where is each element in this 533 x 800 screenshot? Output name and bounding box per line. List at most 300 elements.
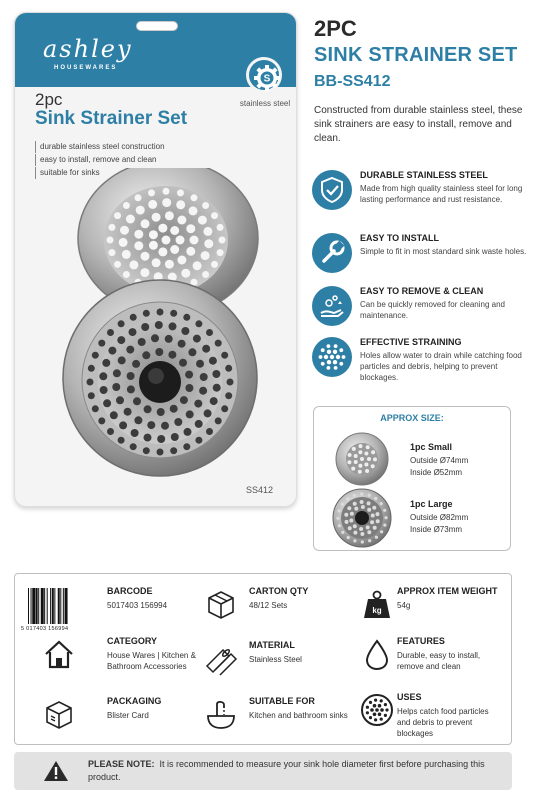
dot — [334, 366, 338, 370]
brand-subtitle: HOUSEWARES — [54, 65, 118, 71]
strainer-hole — [358, 450, 362, 454]
strainer-hole — [353, 494, 356, 497]
feature-title: EASY TO INSTALL — [360, 233, 440, 243]
strainer-hole — [344, 513, 348, 517]
size-name: 1pc Large — [410, 499, 453, 509]
dot — [380, 718, 383, 721]
strainer-hole — [148, 200, 157, 209]
strainer-hole — [174, 418, 182, 426]
strainer-hole — [185, 371, 193, 379]
strainer-hole — [114, 212, 121, 219]
dot — [321, 362, 325, 366]
note-text — [88, 758, 498, 784]
spec-label: PACKAGING — [107, 696, 162, 706]
strainer-hole — [132, 360, 140, 368]
strainer-hole — [366, 445, 370, 449]
strainer-hole — [219, 237, 226, 244]
strainer-hole — [103, 399, 111, 407]
dot — [378, 704, 382, 708]
strainer-hole — [161, 422, 169, 430]
weight-icon-text: kg — [372, 606, 382, 615]
strainer-hole — [165, 260, 174, 269]
strainer-hole — [375, 536, 378, 539]
strainer-hole — [134, 230, 143, 239]
note-body: It is recommended to measure your sink hole diameter first before purchasing this product. — [88, 759, 485, 782]
strainer-hole — [186, 410, 194, 418]
strainer-hole — [225, 365, 232, 372]
strainer-hole — [383, 524, 386, 527]
strainer-hole — [176, 236, 185, 245]
dot — [327, 366, 331, 370]
brand-logo: ashley — [43, 35, 133, 63]
strainer-hole — [353, 531, 357, 535]
header-pieces: 2PC — [314, 16, 357, 41]
strainers-image — [60, 168, 260, 478]
sink-icon — [203, 696, 239, 732]
strainer-hole — [87, 379, 94, 386]
barcode-bar — [63, 588, 64, 624]
barcode-bar — [54, 588, 55, 624]
dot — [375, 708, 379, 712]
spec-value: Kitchen and bathroom sinks — [249, 711, 348, 720]
barcode-bar — [28, 588, 29, 624]
svg-text:S: S — [263, 73, 271, 85]
strainer-hole — [190, 236, 199, 245]
dot — [336, 355, 340, 359]
barcode-bar — [50, 588, 51, 624]
strainer-hole — [367, 508, 371, 512]
card-feature-item: easy to install, remove and clean — [35, 154, 165, 166]
strainer-hole — [141, 252, 150, 261]
strainer-hole — [155, 348, 163, 356]
strainer-hole — [158, 224, 167, 233]
strainer-hole — [338, 524, 341, 527]
strainer-hole — [200, 373, 208, 381]
product-code: BB-SS412 — [314, 73, 391, 90]
barcode-bar — [60, 588, 61, 624]
strainer-hole — [113, 369, 121, 377]
strainer-hole — [191, 194, 198, 201]
strainer-hole — [221, 352, 228, 359]
strainer-hole — [186, 224, 195, 233]
strainer-hole — [380, 502, 383, 505]
strainer-hole — [384, 516, 387, 519]
dot — [334, 344, 338, 348]
strainer-hole — [129, 328, 137, 336]
strainer-hole — [152, 213, 161, 222]
strainer-hole — [142, 351, 150, 359]
spec-carton-qty — [193, 582, 355, 636]
strainer-hole — [158, 247, 167, 256]
strainer-hole — [92, 352, 99, 359]
strainer-hole — [380, 530, 383, 533]
strainer-hole — [359, 444, 363, 448]
strainer-hole — [376, 512, 380, 516]
note-label: PLEASE NOTE: — [88, 759, 155, 769]
spec-value: 48/12 Sets — [249, 601, 288, 610]
strainer-hole — [149, 241, 158, 250]
strainer-hole — [169, 322, 177, 330]
strainer-hole — [211, 212, 218, 219]
strainer-hole — [131, 429, 139, 437]
barcode-bar — [36, 588, 38, 624]
spec-value: House Wares | Kitchen & Bathroom Accessories — [107, 651, 196, 671]
strainer-hole — [177, 256, 186, 265]
strainer-hole — [353, 524, 357, 528]
strainer-hole — [108, 249, 115, 256]
strainer-hole — [211, 261, 218, 268]
strainer-hole — [98, 340, 105, 347]
feature-text: Simple to fit in most standard sink waste holes. — [360, 247, 527, 256]
strainer-hole — [360, 492, 363, 495]
dot — [319, 355, 323, 359]
strainer-hole — [353, 502, 357, 506]
feature-text: Made from high quality stainless steel for long lasting performance and rust resistance. — [360, 184, 523, 204]
strainer-hole — [165, 211, 174, 220]
strainer-hole — [163, 188, 170, 195]
size-inside: Inside Ø52mm — [410, 468, 463, 477]
dot — [369, 701, 372, 704]
spec-value: Stainless Steel — [249, 655, 302, 664]
shield-check-icon — [312, 170, 352, 210]
dot — [378, 713, 382, 717]
strainer-hole — [364, 452, 368, 456]
strainer-hole — [143, 447, 150, 454]
strainer-hole — [127, 385, 135, 393]
strainer-hole — [371, 450, 375, 454]
strainer-hole — [149, 230, 158, 239]
strainer-hole — [345, 520, 349, 524]
strainer-hole — [165, 335, 173, 343]
strainer-hole — [365, 469, 369, 473]
strainer-hole — [338, 509, 341, 512]
strainer-hole — [348, 526, 352, 530]
strainer-hole — [100, 386, 108, 394]
strainer-hole — [112, 383, 120, 391]
strainer-hole — [183, 443, 190, 450]
strainer-hole — [144, 405, 152, 413]
barcode-digits: 5 017403 156994 — [21, 626, 69, 632]
strainer-hole — [217, 249, 224, 256]
product-card — [14, 12, 297, 507]
dot — [370, 708, 374, 712]
strainer-hole — [346, 497, 349, 500]
strainer-hole — [119, 238, 128, 247]
strainer-hole — [157, 435, 165, 443]
strainer-hole — [360, 457, 364, 461]
strainer-hole — [144, 434, 152, 442]
strainer-hole — [347, 536, 350, 539]
strainer-hole — [170, 447, 177, 454]
strainer-hole — [98, 417, 105, 424]
dot — [380, 699, 383, 702]
dot — [384, 703, 387, 706]
strainer-hole — [118, 320, 125, 327]
strainer-hole — [170, 245, 179, 254]
stainless-badge — [246, 57, 282, 93]
card-feature-item: durable stainless steel construction — [35, 141, 165, 153]
strainer-hole — [162, 236, 171, 245]
strainer-hole — [202, 202, 209, 209]
strainer-hole — [122, 250, 131, 259]
strainer-hole — [157, 309, 164, 316]
strainer-hole — [127, 372, 135, 380]
dot — [324, 355, 328, 359]
spec-value: 54g — [397, 601, 411, 610]
spec-value: Durable, easy to install, remove and clean — [397, 651, 481, 671]
strainer-hole — [206, 329, 213, 336]
size-name: 1pc Small — [410, 442, 453, 452]
card-feature-item: suitable for sinks — [35, 167, 165, 179]
strainer-hole — [215, 340, 222, 347]
dot — [333, 360, 337, 364]
strainer-hole — [351, 467, 355, 471]
strainer-hole — [367, 530, 371, 534]
strainer-hole — [212, 370, 220, 378]
barcode-bar — [41, 588, 44, 624]
strainer-hole — [152, 258, 161, 267]
strainer-hole — [204, 239, 213, 248]
strainer-hole — [199, 387, 207, 395]
strainer-hole — [366, 525, 370, 529]
strainer-hole — [170, 310, 177, 317]
dot — [366, 711, 369, 714]
approx-size-heading: APPROX SIZE: — [380, 413, 444, 423]
spec-value: Blister Card — [107, 711, 149, 720]
dot — [339, 362, 343, 366]
card-pieces: 2pc — [35, 90, 63, 109]
spec-category — [19, 632, 196, 686]
strainer-hole — [195, 437, 202, 444]
dot — [333, 350, 337, 354]
strainer-hole — [350, 512, 354, 516]
strainer-hole — [136, 206, 145, 215]
strainer-hole — [123, 271, 130, 278]
strainer-hole — [181, 269, 190, 278]
strainer-hole — [117, 336, 125, 344]
strainer-hole — [99, 372, 107, 380]
dot — [385, 708, 388, 711]
strainer-hole — [349, 519, 353, 523]
dot — [366, 706, 369, 709]
warning-icon — [43, 759, 69, 783]
page-title: SINK STRAINER SET — [314, 44, 518, 66]
strainer-hole — [198, 216, 207, 225]
feature-text: Can be quickly removed for cleaning and maintenance. — [360, 300, 505, 320]
card-title: Sink Strainer Set — [35, 108, 188, 129]
strainer-hole — [209, 357, 217, 365]
strainer-hole — [193, 335, 201, 343]
dot — [327, 360, 331, 364]
strainer-hole — [189, 206, 198, 215]
strainer-hole — [148, 189, 155, 196]
strainer-hole — [171, 433, 179, 441]
strainer-hole — [177, 189, 184, 196]
strainer-hole — [107, 237, 114, 244]
barcode-bar — [38, 588, 39, 624]
small-strainer-thumb — [334, 431, 390, 487]
spec-packaging — [19, 692, 181, 746]
spec-features — [349, 632, 511, 686]
strainer-hole — [107, 428, 114, 435]
strainer-hole — [178, 340, 186, 348]
strainer-hole — [354, 507, 358, 511]
strainer-hole — [126, 346, 134, 354]
strainer-hole — [118, 437, 125, 444]
strainer-hole — [176, 200, 185, 209]
strainer-hole — [215, 417, 222, 424]
strainer-hole — [114, 261, 121, 268]
strainer-hole — [204, 409, 212, 417]
strainer-hole — [155, 321, 163, 329]
barcode-bar — [58, 588, 60, 624]
strainer-hole — [186, 247, 195, 256]
strainer-hole — [185, 384, 193, 392]
strainer-hole — [210, 397, 218, 405]
strainer-hole — [202, 271, 209, 278]
dot — [330, 355, 334, 359]
strainer-hole — [184, 428, 192, 436]
feature-title: EFFECTIVE STRAINING — [360, 337, 462, 347]
strainer-hole — [181, 327, 189, 335]
strainer-hole — [367, 501, 371, 505]
spec-label: CATEGORY — [107, 636, 158, 646]
strainer-hole — [108, 224, 115, 231]
strainer-hole — [123, 202, 130, 209]
strainer-hole — [358, 470, 362, 474]
strainer-hole — [354, 454, 358, 458]
strainer-hole — [170, 226, 179, 235]
strainer-hole — [157, 408, 165, 416]
strainer-hole — [361, 505, 365, 509]
strainer-hole — [341, 503, 344, 506]
strainer-hole — [341, 531, 344, 534]
strainer-hole — [213, 384, 221, 392]
strainer-hole — [217, 224, 224, 231]
strainer-hole — [196, 360, 204, 368]
strainer-hole — [170, 405, 178, 413]
strainer-hole — [143, 310, 150, 317]
barcode-icon — [27, 586, 79, 626]
strainer-icon — [359, 692, 395, 728]
strainer-hole — [162, 198, 171, 207]
strainer-hole — [195, 320, 202, 327]
spec-barcode — [19, 582, 181, 636]
strainer-hole — [348, 453, 352, 457]
spec-label: CARTON QTY — [249, 586, 309, 596]
strainer-hole — [358, 464, 362, 468]
spec-label: BARCODE — [107, 586, 153, 596]
strainer-hole — [120, 226, 129, 235]
strainer-hole — [202, 345, 210, 353]
strainer-hole — [354, 460, 358, 464]
strainer-hole — [119, 421, 127, 429]
strainer-hole — [92, 405, 99, 412]
note-bar — [14, 752, 512, 790]
spec-material — [193, 636, 355, 690]
strainer-hole — [347, 460, 351, 464]
strainer-hole — [135, 194, 142, 201]
strainer-hole — [359, 527, 363, 531]
strainer-hole — [370, 520, 374, 524]
dot — [339, 348, 343, 352]
strainer-hole — [373, 526, 377, 530]
strainer-hole — [179, 359, 187, 367]
strainer-hole — [183, 314, 190, 321]
approx-size-box — [313, 406, 511, 551]
strainer-hole — [141, 323, 149, 331]
strainer-hole — [126, 215, 135, 224]
strainer-hole — [124, 408, 132, 416]
strainer-hole — [372, 506, 376, 510]
dot — [373, 704, 377, 708]
strainer-hole — [371, 464, 375, 468]
strainer-hole — [361, 540, 364, 543]
wrench-icon — [312, 233, 352, 273]
dot — [374, 699, 377, 702]
large-strainer-thumb — [331, 487, 393, 549]
feature-title: DURABLE STAINLESS STEEL — [360, 170, 488, 180]
strainer-hole — [383, 509, 386, 512]
dot — [384, 714, 387, 717]
strainer-hole — [116, 396, 124, 404]
barcode-bar — [65, 588, 68, 624]
strainer-hole — [221, 405, 228, 412]
spec-value: Helps catch food particles and debris to prevent blockages — [397, 707, 489, 738]
package-icon — [41, 696, 77, 732]
strainer-hole — [110, 411, 118, 419]
dot — [342, 355, 346, 359]
strainer-hole — [130, 443, 137, 450]
barcode-bar — [52, 588, 54, 624]
strainer-hole — [376, 519, 380, 523]
strainer-hole — [201, 251, 210, 260]
strainer-hole — [360, 500, 364, 504]
barcode-bar — [47, 588, 48, 624]
strainer-hole — [347, 506, 351, 510]
spec-suitable-for — [193, 692, 355, 746]
hang-hole — [136, 21, 178, 31]
feature-text: Holes allow water to drain while catching food particles and debris, helping to prevent blockages. — [360, 351, 522, 382]
strainer-hole — [203, 227, 212, 236]
hand-clean-icon — [312, 286, 352, 326]
spec-label: USES — [397, 692, 422, 702]
size-inside: Inside Ø73mm — [410, 525, 463, 534]
strainer-hole — [141, 219, 150, 228]
spec-label: MATERIAL — [249, 640, 295, 650]
dot — [327, 350, 331, 354]
spec-label: APPROX ITEM WEIGHT — [397, 586, 498, 596]
strainer-hole — [225, 392, 232, 399]
spec-uses — [349, 688, 511, 742]
strainer-hole — [374, 497, 377, 500]
strainer-hole — [134, 416, 142, 424]
strainer-hole — [133, 397, 141, 405]
strainer-hole — [194, 400, 202, 408]
specs-table — [14, 573, 512, 745]
weight-icon — [359, 586, 395, 622]
strainer-hole — [88, 392, 95, 399]
strainer-hole — [193, 261, 202, 270]
strainer-hole — [130, 314, 137, 321]
dot — [373, 713, 377, 717]
strainer-hole — [140, 268, 149, 277]
strainer-hole — [147, 421, 155, 429]
size-outside: Outside Ø82mm — [410, 513, 469, 522]
barcode-bar — [31, 588, 32, 624]
spec-label: FEATURES — [397, 636, 445, 646]
strainer-hole — [151, 334, 159, 342]
